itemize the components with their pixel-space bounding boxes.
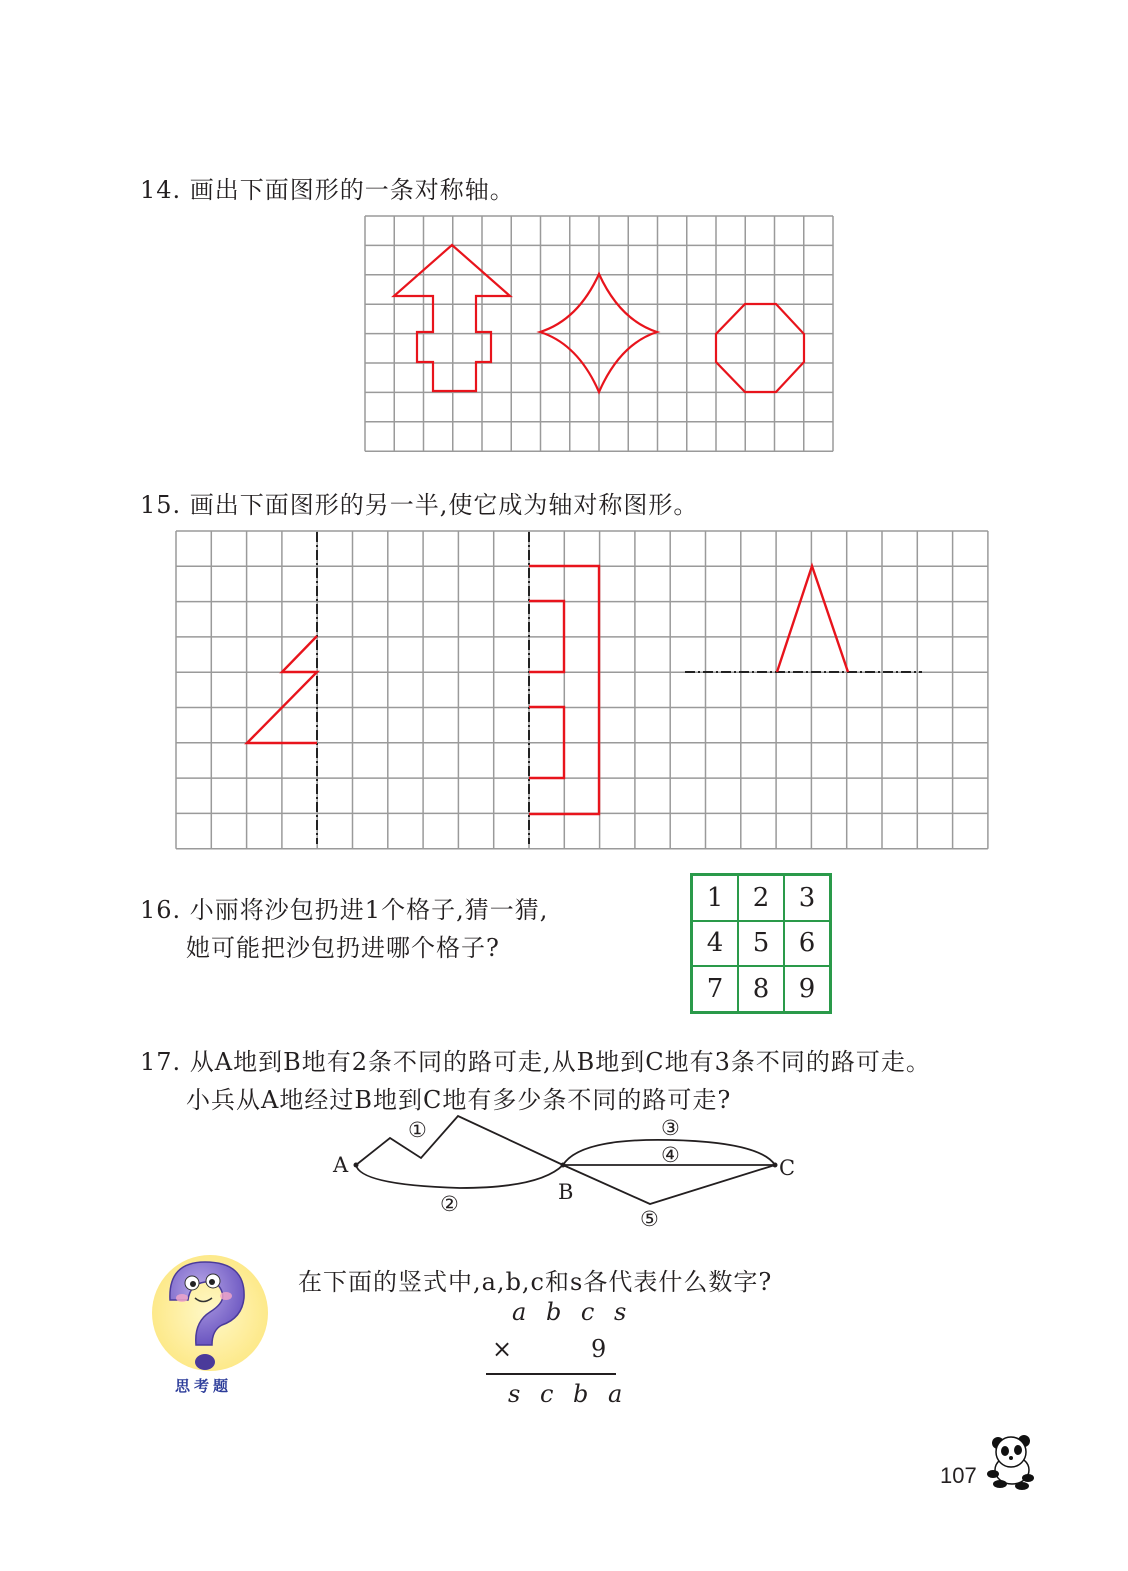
multiplicand: a b c s — [512, 1298, 633, 1326]
half-shape-1 — [247, 636, 317, 743]
point-c: C — [779, 1156, 796, 1180]
point-a: A — [333, 1153, 349, 1177]
think-question: 在下面的竖式中,a,b,c和s各代表什么数字? — [298, 1268, 773, 1296]
point-b: B — [558, 1180, 574, 1204]
grid-cell: 6 — [784, 921, 830, 967]
route-label-2: ② — [440, 1192, 459, 1216]
star-shape — [540, 274, 657, 392]
grid-cell: 7 — [692, 966, 738, 1012]
half-shape-3 — [777, 566, 848, 672]
product: s c b a — [508, 1380, 629, 1408]
page-number: 107 — [940, 1463, 977, 1488]
question-17-line2: 小兵从A地经过B地到C地有多少条不同的路可走? — [186, 1086, 732, 1114]
grid-cell: 2 — [738, 875, 784, 921]
route-2 — [356, 1165, 563, 1188]
route-label-3: ③ — [661, 1116, 680, 1140]
question-14: 14. 画出下面图形的一条对称轴。 — [140, 176, 515, 204]
half-shape-2 — [529, 566, 599, 814]
grid-cell: 1 — [692, 875, 738, 921]
grid-cell: 8 — [738, 966, 784, 1012]
question-15: 15. 画出下面图形的另一半,使它成为轴对称图形。 — [140, 491, 699, 519]
think-label: 思考题 — [175, 1378, 233, 1395]
route-1 — [356, 1116, 563, 1165]
route-label-4: ④ — [661, 1143, 680, 1167]
octagon-shape — [716, 304, 804, 392]
result-line — [486, 1373, 616, 1375]
multiplier: 9 — [591, 1335, 607, 1363]
question-16-line2: 她可能把沙包扔进哪个格子? — [186, 934, 500, 962]
question-16-line1: 16. 小丽将沙包扔进1个格子,猜一猜, — [140, 896, 549, 924]
route-5 — [563, 1165, 775, 1204]
arrow-shape — [394, 245, 510, 391]
grid-cell: 4 — [692, 921, 738, 967]
grid-cell: 5 — [738, 921, 784, 967]
times-sign: × — [492, 1335, 513, 1363]
route-label-1: ① — [408, 1118, 427, 1142]
question-17-line1: 17. 从A地到B地有2条不同的路可走,从B地到C地有3条不同的路可走。 — [140, 1048, 931, 1076]
route-label-5: ⑤ — [640, 1207, 659, 1231]
grid-cell: 9 — [784, 966, 830, 1012]
number-grid — [690, 873, 832, 1014]
grid-cell: 3 — [784, 875, 830, 921]
